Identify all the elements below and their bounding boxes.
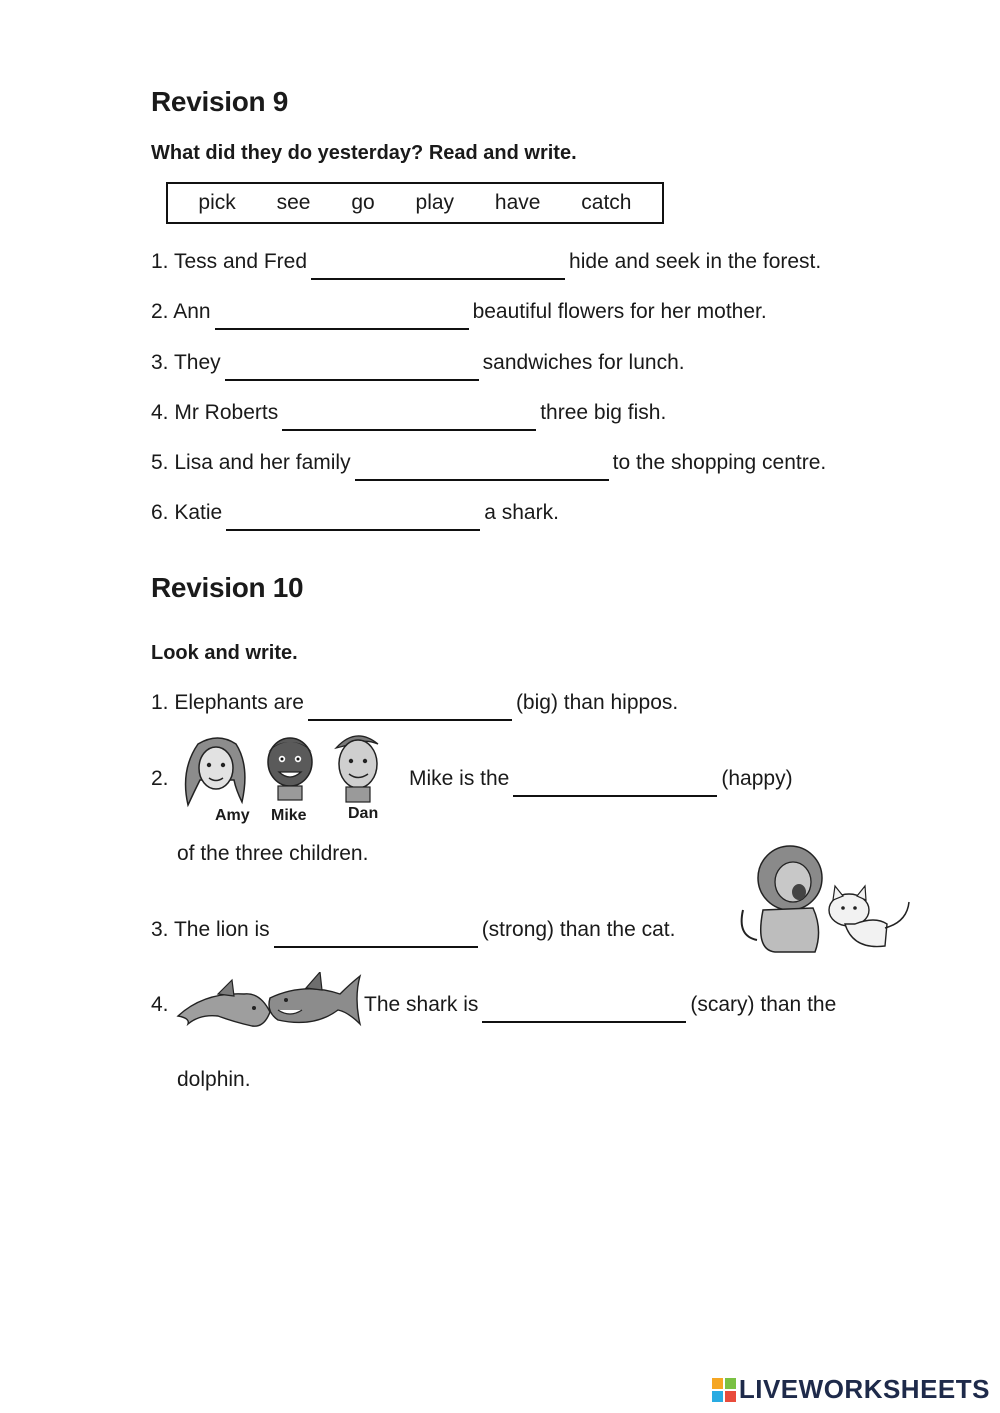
revision-10-title: Revision 10 bbox=[151, 572, 304, 603]
answer-blank-6[interactable] bbox=[226, 507, 480, 531]
logo-mark-icon bbox=[712, 1378, 736, 1402]
logo-text: LIVEWORKSHEETS bbox=[738, 1374, 990, 1404]
exercise-line-2 bbox=[151, 300, 767, 330]
caption-amy: Amy bbox=[215, 807, 250, 824]
continuation-text: dolphin. bbox=[177, 1068, 251, 1091]
exercise-line-6 bbox=[151, 501, 559, 531]
word-box bbox=[166, 182, 664, 224]
lion-icon bbox=[742, 846, 822, 952]
word-bank-item: go bbox=[351, 191, 375, 214]
logo-square bbox=[712, 1391, 723, 1402]
exercise-text: (big) than hippos. bbox=[515, 691, 679, 714]
word-bank-item: see bbox=[276, 191, 311, 214]
answer-blank-3[interactable] bbox=[225, 357, 479, 381]
exercise-text: Mike is the bbox=[409, 767, 510, 790]
shark-icon bbox=[269, 972, 360, 1024]
answer-blank-2[interactable] bbox=[215, 306, 469, 330]
comparison-line-1 bbox=[151, 691, 678, 721]
answer-blank-9[interactable] bbox=[274, 924, 478, 948]
exercise-text: 1. Elephants are bbox=[151, 691, 304, 714]
answer-blank-5[interactable] bbox=[355, 457, 609, 481]
answer-blank-10[interactable] bbox=[482, 999, 686, 1023]
dan-figure bbox=[336, 736, 378, 802]
exercise-text: 2. Ann bbox=[151, 300, 211, 323]
answer-blank-7[interactable] bbox=[308, 697, 512, 721]
exercise-text: three big fish. bbox=[540, 401, 667, 424]
dolphin-icon bbox=[178, 980, 270, 1026]
exercise-text: The shark is bbox=[364, 993, 479, 1016]
caption-mike: Mike bbox=[271, 807, 307, 824]
exercise-text: 6. Katie bbox=[151, 501, 223, 524]
amy-figure bbox=[186, 738, 245, 805]
exercise-line-5 bbox=[151, 451, 826, 481]
logo-square bbox=[725, 1378, 736, 1389]
children-illustration bbox=[178, 730, 398, 810]
exercise-text: 3. The lion is bbox=[151, 918, 270, 941]
exercise-text: (happy) bbox=[721, 767, 793, 790]
logo-square bbox=[712, 1378, 723, 1389]
dolphin-shark-illustration bbox=[174, 972, 364, 1042]
exercise-text: a shark. bbox=[484, 501, 559, 524]
revision-10-instruction: Look and write. bbox=[151, 642, 298, 664]
exercise-text: 3. They bbox=[151, 351, 221, 374]
exercise-text: 5. Lisa and her family bbox=[151, 451, 351, 474]
lion-cat-illustration bbox=[735, 840, 915, 960]
revision-9-title: Revision 9 bbox=[151, 86, 289, 117]
revision-9-instruction: What did they do yesterday? Read and write. bbox=[151, 142, 577, 164]
comparison-line-3 bbox=[151, 918, 675, 948]
exercise-text: sandwiches for lunch. bbox=[482, 351, 685, 374]
comparison-line-2 bbox=[409, 767, 793, 797]
exercise-line-3 bbox=[151, 351, 685, 381]
item-number: 4. bbox=[151, 993, 169, 1016]
exercise-text: (strong) than the cat. bbox=[481, 918, 676, 941]
exercise-text: beautiful flowers for her mother. bbox=[472, 300, 767, 323]
word-bank-item: play bbox=[415, 191, 455, 214]
answer-blank-8[interactable] bbox=[513, 773, 717, 797]
logo-square bbox=[725, 1391, 736, 1402]
word-bank-item: catch bbox=[581, 191, 632, 214]
continuation-text: of the three children. bbox=[177, 842, 369, 865]
liveworksheets-logo[interactable] bbox=[712, 1374, 990, 1405]
exercise-text: 1. Tess and Fred bbox=[151, 250, 308, 273]
mike-figure bbox=[268, 738, 312, 800]
item-number: 2. bbox=[151, 767, 169, 790]
exercise-text: to the shopping centre. bbox=[612, 451, 827, 474]
caption-dan: Dan bbox=[348, 805, 379, 822]
exercise-text: hide and seek in the forest. bbox=[569, 250, 822, 273]
answer-blank-1[interactable] bbox=[311, 256, 565, 280]
comparison-line-4 bbox=[364, 993, 836, 1023]
cat-icon bbox=[829, 886, 909, 947]
word-bank-item: pick bbox=[198, 191, 236, 214]
exercise-text: (scary) than the bbox=[690, 993, 837, 1016]
exercise-text: 4. Mr Roberts bbox=[151, 401, 279, 424]
word-bank-item: have bbox=[494, 191, 541, 214]
exercise-line-1 bbox=[151, 250, 821, 280]
answer-blank-4[interactable] bbox=[282, 407, 536, 431]
exercise-line-4 bbox=[151, 401, 666, 431]
